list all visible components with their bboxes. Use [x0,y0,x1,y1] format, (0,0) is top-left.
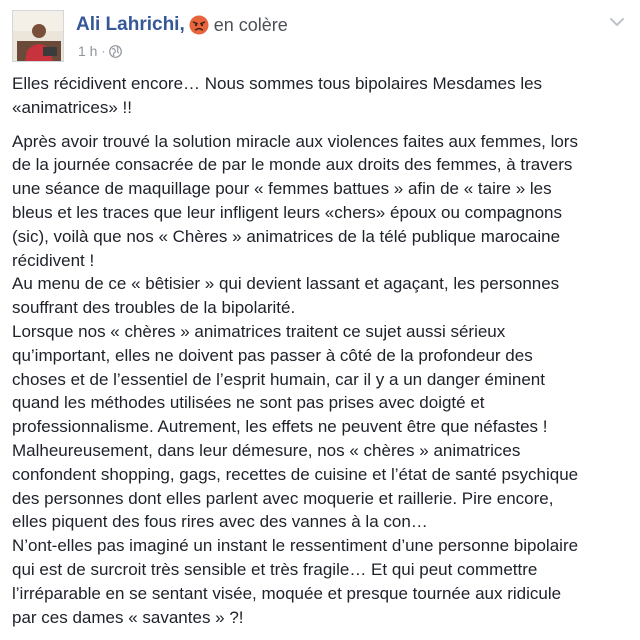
author-name-link[interactable]: Ali Lahrichi [76,14,180,35]
post-timestamp[interactable]: 1 h [78,43,98,59]
globe-icon[interactable] [109,45,122,58]
post-text-line: quand les méthodes utilisées ne sont pas prises avec doigté et [12,393,485,413]
post-text-line: Elles récidivent encore… Nous sommes tous bipolaires Mesdames les [12,74,543,93]
post-text-line: (sic), voilà que nos « Chères » animatrices de la télé publique marocaine [12,226,561,246]
author-line [76,12,288,38]
post-text-line: qu’important, elles ne doivent pas passer à côté de la profondeur des [12,345,533,365]
post-text-line: Au menu de ce « bêtisier » qui devient lassant et agaçant, les personnes [12,274,560,294]
post-text-line: souffrant des troubles de la bipolarité. [12,298,296,318]
post-text-line: l’irréparable en se sentant visée, moquée et presque tournée aux ridicule [12,583,562,603]
post-paragraph-1 [12,72,618,120]
author-avatar[interactable] [12,10,64,62]
post-text-line: Malheureusement, dans leur démesure, nos « chères » animatrices [12,440,521,460]
post-text-line: elles piquent des fous rires avec des vannes à la con… [12,512,428,532]
post-text-line: confondent shopping, gags, recettes de cuisine et l’état de santé psychique [12,464,579,484]
post-text-line: professionnalisme. Autrement, les effets ne peuvent être que néfastes ! [12,417,548,437]
post-text-line: de la journée consacrée de par le monde aux droits des femmes, à travers [12,155,573,175]
post-paragraph-2 [12,130,618,630]
avatar-photo-icon [13,11,64,62]
post-meta [78,42,122,60]
post-text-line: Après avoir trouvé la solution miracle aux violences faites aux femmes, lors [12,131,578,151]
post-text-line: Lorsque nos « chères » animatrices traitent ce sujet aussi sérieux [12,321,506,341]
post-text-line: bleus et les traces que leur infligent leurs «chers» époux ou compagnons [12,202,563,222]
post-text-line: par ces dames « savantes » ?! [12,607,244,627]
chevron-down-icon[interactable] [606,14,628,30]
post-text-line: une séance de maquillage pour « femmes battues » afin de « taire » les [12,179,552,199]
post-text-line: «animatrices» !! [12,97,132,117]
feeling-label[interactable]: en colère [213,14,288,35]
post-text-line: récidivent ! [12,250,95,270]
post-text-line: N’ont-elles pas imaginé un instant le ressentiment d’une personne bipolaire [12,536,579,556]
post-header [12,10,628,62]
author-comma: , [179,14,185,35]
post-body [12,72,618,639]
post-text-line: choses et de l’essentiel de l’esprit humain, car il y a un danger éminent [12,369,545,389]
angry-face-icon [189,15,209,35]
post-text-line: des personnes dont elles parlent avec moquerie et raillerie. Pire encore, [12,488,554,508]
meta-separator: · [101,44,106,58]
post-text-line: qui est de surcroit très sensible et très fragile… Et qui peut commettre [12,559,538,579]
